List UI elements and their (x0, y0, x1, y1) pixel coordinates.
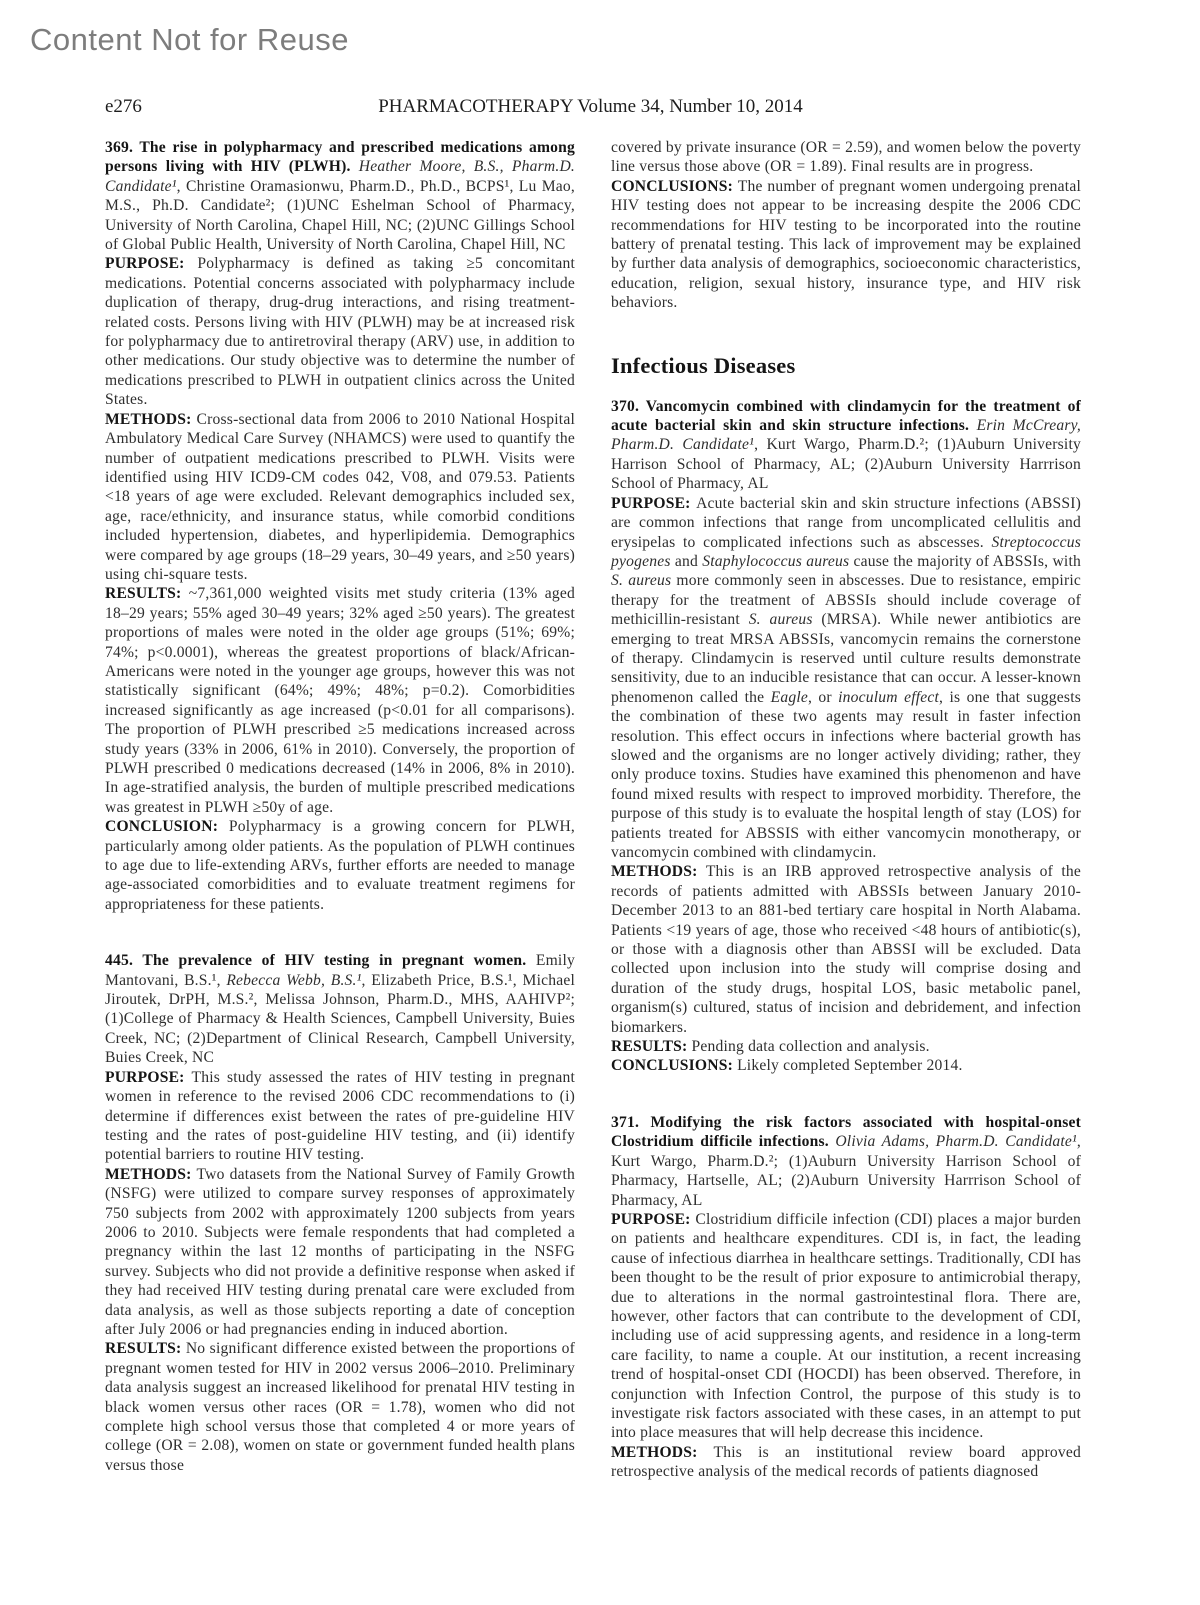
journal-title: PHARMACOTHERAPY Volume 34, Number 10, 2014 (378, 96, 803, 117)
body-text: The number of pregnant women undergoing prenatal HIV testing does not appear to be increasing despite the 2006 CDC recommendations for HIV testing to be incorporated into the routine battery of prenatal testing. This lack of improvement may be explained by further data analysis of demographics, socioeconomic characteristics, education, religion, sexual history, insurance type, and HIV risk behaviors. (611, 177, 1081, 312)
bold-text: METHODS: (611, 863, 706, 881)
bold-text: CONCLUSION: (105, 818, 229, 836)
abstract-paragraph (611, 1443, 1081, 1482)
body-text: This study assessed the rates of HIV testing in pregnant women in reference to the revised 2006 CDC recommendations to (i) determine if differences exist between the rates of pre-guideline HIV testing and the rates of post-guideline HIV testing, and (ii) identify potential barriers to routine HIV testing. (105, 1068, 576, 1164)
abstract-paragraph (105, 1165, 575, 1340)
abstract-title (105, 138, 575, 254)
bold-text: PURPOSE: (105, 1068, 192, 1086)
italic-text: Streptococcus pyogenes (611, 533, 1081, 570)
body-text: Cross-sectional data from 2006 to 2010 National Hospital Ambulatory Medical Care Survey (NHAMCS) were used to quantify the number of outpatient medications prescribed to PLWH. Visits were identified using HIV ICD9-CM codes 042, V08, and 079.53. Patients <18 years of age were excluded. Relevant demographics included sex, age, race/ethnicity, and insurance status, while comorbid conditions included hypertension, diabetes, and hyperlipidemia. Demographics were compared by age groups (18–29 years, 30–49 years, and ≥50 years) using chi-square tests. (105, 410, 575, 583)
italic-text: S. aureus (611, 572, 672, 590)
bold-text: 370. Vancomycin combined with clindamycin for the treatment of acute bacterial skin and skin structure infections. (611, 397, 1081, 435)
body-text: , Christine Oramasionwu, Pharm.D., Ph.D., BCPS¹, Lu Mao, M.S., Ph.D. Candidate²; (1)UNC Eshelman School of Pharmacy, University of North Carolina, Chapel Hill, NC; (2)UNC Gillings School of Global Public Health, University of North Carolina, Chapel Hill, NC (105, 177, 575, 254)
body-text: No significant difference existed between the proportions of pregnant women tested for HIV in 2002 versus 2006–2010. Preliminary data analysis suggest an increased likelihood for prenatal HIV testing in black women versus other races (OR = 1.78), women who did not complete high school versus those that completed 4 or more years of college (OR = 2.08), women on state or government funded health plans versus those (105, 1340, 576, 1474)
abstract-paragraph (611, 1056, 1081, 1075)
section-heading: Infectious Diseases (611, 352, 796, 378)
italic-text: Erin McCreary, Pharm.D. Candidate¹ (611, 417, 1081, 454)
body-text: Clostridium difficile infection (CDI) places a major burden on patients and healthcare expenditures. CDI is, in fact, the leading cause of infectious diarrhea in healthcare settings. Traditionally, CDI has been thought to be the result of prior exposure to antimicrobial therapy, due to alterations in the normal gastrointestinal flora. There are, however, other factors that can contribute to the development of CDI, including use of acid suppressing agents, and residence in a long-term care facility, to name a couple. At our institution, a recent increasing trend of hospital-onset CDI (HOCDI) has been observed. Therefore, in conjunction with Infection Control, the purpose of this study is to investigate risk factors associated with these cases, in an attempt to put into place measures that will help decrease this incidence. (611, 1210, 1081, 1442)
body-text: Likely completed September 2014. (737, 1057, 963, 1075)
body-text: ~7,361,000 weighted visits met study criteria (13% aged 18–29 years; 55% aged 30–49 years; 32% aged ≥50 years). The greatest proportions of males were noted in the older age groups (51%; 69%; 74%; p<0.0001), whereas the greatest proportions of black/African-Americans were noted in the younger age groups, however this was not statistically significant (64%; 49%; 48%; p=0.2). Comorbidities increased significantly as age increased (p<0.01 for all comparisons). The proportion of PLWH prescribed ≥5 medications increased across study years (33% in 2006, 61% in 2010). Conversely, the proportion of PLWH prescribed 0 medications decreased (14% in 2006, 8% in 2010). In age-stratified analysis, the burden of multiple prescribed medications was greatest in PLWH ≥50y of age. (105, 585, 575, 816)
page-number: e276 (105, 96, 142, 117)
abstract-title (611, 1113, 1081, 1210)
paragraph-continuation (611, 138, 1081, 177)
abstract-paragraph (105, 584, 575, 817)
bold-text: CONCLUSIONS: (611, 1057, 738, 1075)
body-text: This is an institutional review board approved retrospective analysis of the medical records of patients diagnosed (611, 1443, 1082, 1481)
abstract-paragraph (105, 254, 575, 409)
bold-text: METHODS: (105, 410, 197, 428)
bold-text: 369. The rise in polypharmacy and prescribed medications among persons living with HIV (PLWH). (105, 139, 575, 176)
abstract-paragraph (105, 1339, 575, 1475)
abstract-title (611, 397, 1081, 494)
bold-text: CONCLUSIONS: (611, 177, 738, 195)
italic-text: S. aureus (748, 611, 813, 629)
body-text: Pending data collection and analysis. (691, 1038, 930, 1056)
body-text: covered by private insurance (OR = 2.59), and women below the poverty line versus those above (OR = 1.89). Final results are in progress. (611, 139, 1081, 176)
bold-text: METHODS: (105, 1165, 197, 1183)
body-text: This is an IRB approved retrospective analysis of the records of patients admitted with ABSSIs between January 2010-December 2013 to an 881-bed tertiary care hospital in North Alabama. Patients <19 years of age, those who received <48 hours of antibiotic(s), or those with a diagnosis other than ABSSI will be excluded. Data collected upon inclusion into the study will comprise dosing and duration of the study drugs, hospital LOS, basic metabolic panel, organism(s) cultured, status of incision and debridement, and infection biomarkers. (611, 863, 1081, 1036)
abstract-paragraph (611, 862, 1081, 1037)
bold-text: RESULTS: (105, 1340, 186, 1358)
abstract-title (105, 951, 575, 1067)
italic-text: Eagle (770, 688, 808, 706)
italic-text: Olivia Adams, Pharm.D. Candidate¹ (835, 1133, 1077, 1151)
right-column (611, 138, 1081, 1482)
left-column (105, 138, 575, 1482)
body-text: cause the majority of ABSSIs, with (849, 552, 1081, 570)
body-text: more commonly seen in abscesses. Due to resistance, empiric therapy for the treatment of ABSSIs should include coverage of methicillin-resistant (611, 572, 1081, 629)
body-text: Polypharmacy is defined as taking ≥5 concomitant medications. Potential concerns associated with polypharmacy include duplication of therapy, drug-drug interactions, and rising treatment-related costs. Persons living with HIV (PLWH) may be at increased risk for polypharmacy due to antiretroviral therapy (ARV) use, in addition to other medications. Our study objective was to determine the number of medications prescribed to PLWH in outpatient clinics across the United States. (105, 255, 575, 409)
page-header (105, 96, 1076, 118)
abstract-paragraph (611, 494, 1081, 863)
bold-text: 371. Modifying the risk factors associated with hospital-onset Clostridium difficile infections. (611, 1113, 1081, 1151)
body-text: , is one that suggests the combination of these two agents may result in faster infection resolution. This effect occurs in infections where bacterial growth has slowed and the organisms are no longer actively dividing; rather, they only produce toxins. Studies have examined this phenomenon and have found mixed results with respect to improved morbidity. Therefore, the purpose of this study is to evaluate the hospital length of stay (LOS) for patients treated for ABSSIS with either vancomycin monotherapy, or vancomycin combined with clindamycin. (611, 688, 1081, 861)
body-text: (MRSA). While newer antibiotics are emerging to treat MRSA ABSSIs, vancomycin remains the cornerstone of therapy. Clindamycin is reserved until culture results demonstrate sensitivity, due to an inducible resistance that can occur. A lesser-known phenomenon called the (611, 611, 1082, 706)
bold-text: PURPOSE: (611, 494, 697, 512)
italic-text: Rebecca Webb, B.S.¹ (226, 971, 362, 989)
bold-text: 445. The prevalence of HIV testing in pregnant women. (105, 952, 536, 970)
two-column-text-area (105, 138, 1081, 1482)
bold-text: RESULTS: (611, 1038, 692, 1056)
abstract-paragraph (105, 817, 575, 914)
body-text: Polypharmacy is a growing concern for PLWH, particularly among older patients. As the population of PLWH continues to age due to life-extending ARVs, further efforts are needed to manage age-associated comorbidities and to evaluate treatment regimens for appropriateness for these patients. (105, 818, 576, 913)
bold-text: PURPOSE: (611, 1210, 696, 1228)
abstract-paragraph (105, 1068, 575, 1165)
body-text: Emily Mantovani, B.S.¹, (105, 952, 575, 989)
abstract-paragraph (105, 410, 575, 585)
abstract-paragraph (611, 1210, 1081, 1443)
italic-text: Staphylococcus aureus (702, 552, 850, 570)
content-not-for-reuse-watermark: Content Not for Reuse (30, 22, 349, 57)
bold-text: METHODS: (611, 1443, 714, 1461)
body-text: Acute bacterial skin and skin structure infections (ABSSI) are common infections that range from uncomplicated cellulitis and erysipelas to complicated infections such as abscesses. (611, 494, 1081, 551)
body-text: and (670, 552, 703, 570)
body-text: , Elizabeth Price, B.S.¹, Michael Jiroutek, DrPH, M.S.², Melissa Johnson, Pharm.D., MHS, AAHIVP²; (1)College of Pharmacy & Health Sciences, Campbell University, Buies Creek, NC; (2)Department of Clinical Research, Campbell University, Buies Creek, NC (105, 971, 575, 1067)
abstract-paragraph (611, 1037, 1081, 1056)
body-text: , or (807, 688, 839, 706)
abstract-paragraph (611, 177, 1081, 313)
bold-text: RESULTS: (105, 585, 189, 603)
italic-text: Heather Moore, B.S., Pharm.D. Candidate¹ (105, 158, 576, 195)
italic-text: inoculum effect (838, 688, 940, 706)
body-text: , Kurt Wargo, Pharm.D.²; (1)Auburn University Harrison School of Pharmacy, Hartselle, AL; (2)Auburn University Harrrison School of Pharmacy, AL (611, 1133, 1081, 1209)
body-text: Two datasets from the National Survey of Family Growth (NSFG) were utilized to compare survey responses of approximately 750 subjects from 2002 with approximately 1200 subjects from years 2006 to 2010. Subjects were female respondents that had completed a pregnancy within the last 12 months of participating in the NSFG survey. Subjects who did not provide a definitive response when asked if they had received HIV testing during prenatal care were excluded from data analysis, as well as those subjects reporting a date of conception after July 2006 or had pregnancies ending in induced abortion. (105, 1165, 575, 1338)
bold-text: PURPOSE: (105, 255, 198, 273)
body-text: , Kurt Wargo, Pharm.D.²; (1)Auburn University Harrison School of Pharmacy, AL; (2)Auburn University Harrrison School of Pharmacy, AL (611, 436, 1081, 493)
